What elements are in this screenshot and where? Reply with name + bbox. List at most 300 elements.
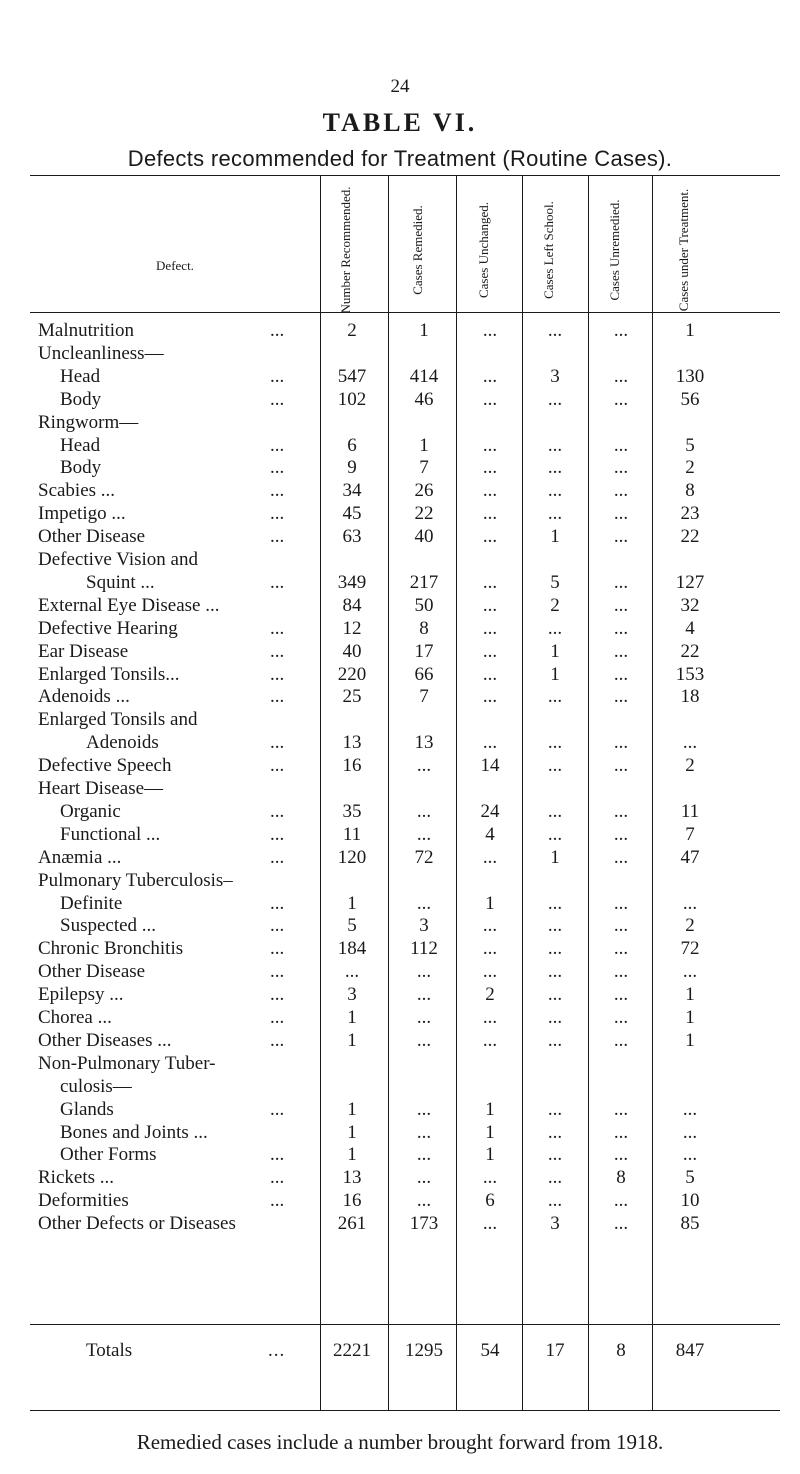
cell-under: 130 [675, 365, 705, 387]
cell-unchanged: ... [482, 434, 498, 456]
leader-dots: ... [270, 1190, 285, 1212]
cell-under: 18 [680, 686, 700, 708]
cell-left: ... [547, 984, 563, 1006]
cell-unchanged: 1 [485, 1121, 495, 1143]
cell-number: 25 [342, 686, 362, 708]
cell-left: ... [547, 1144, 563, 1166]
leader-dots: ... [270, 457, 285, 479]
cell-remedied: 50 [414, 594, 434, 616]
row-label: Deformities [38, 1190, 129, 1212]
cell-unchanged: 1 [485, 892, 495, 914]
cell-unremedied: ... [613, 457, 629, 479]
leader-dots: ... [270, 526, 285, 548]
cell-number: 120 [337, 846, 367, 868]
row-label: Epilepsy ... [38, 984, 124, 1006]
cell-number: 34 [342, 480, 362, 502]
cell-unchanged: ... [482, 503, 498, 525]
cell-remedied: 22 [414, 503, 434, 525]
row-label: Enlarged Tonsils and [38, 709, 198, 731]
column-header-under: Cases under Treatment. [676, 188, 691, 312]
cell-left: ... [547, 732, 563, 754]
table-row [38, 1007, 778, 1029]
row-label: Head [60, 365, 101, 387]
cell-unremedied: ... [613, 434, 629, 456]
cell-unremedied: ... [613, 800, 629, 822]
cell-unremedied: ... [613, 984, 629, 1006]
row-label: Defective Speech [38, 755, 172, 777]
page-number: 24 [390, 76, 410, 97]
cell-remedied: 112 [410, 938, 438, 960]
cell-under: 5 [685, 434, 695, 456]
cell-under: 47 [680, 846, 700, 868]
cell-left: ... [547, 938, 563, 960]
cell-unremedied: ... [613, 663, 629, 685]
cell-number: 40 [342, 640, 362, 662]
cell-left: ... [547, 617, 563, 639]
cell-under: 23 [680, 503, 700, 525]
table-row [38, 664, 778, 686]
cell-left: 1 [550, 640, 560, 662]
leader-dots: ... [270, 480, 285, 502]
leader-dots: ... [270, 320, 285, 341]
table-row [38, 1122, 778, 1144]
row-label: Other Diseases ... [38, 1029, 172, 1051]
cell-under: 7 [685, 823, 695, 845]
cell-unchanged: ... [482, 938, 498, 960]
cell-number: 12 [342, 617, 362, 639]
leader-dots: ... [270, 617, 285, 639]
cell-unremedied: ... [613, 480, 629, 502]
cell-remedied: ... [416, 1007, 432, 1028]
leader-dots: ... [270, 503, 285, 525]
cell-unremedied: ... [613, 1190, 629, 1212]
cell-number: 11 [342, 823, 362, 845]
cell-unremedied: ... [613, 1098, 629, 1120]
cell-unremedied: ... [613, 961, 629, 983]
row-label: Glands [60, 1098, 114, 1120]
table-row [38, 1030, 778, 1052]
column-header-left: Cases Left School. [541, 201, 556, 299]
table-row [38, 1190, 778, 1212]
row-label: Head [60, 434, 101, 456]
cell-unchanged: ... [482, 388, 498, 410]
row-label: Scabies ... [38, 480, 116, 502]
cell-under: ... [682, 961, 698, 983]
cell-left: ... [547, 503, 563, 525]
table-row [38, 1099, 778, 1121]
cell-under: 11 [680, 800, 700, 822]
table-row [38, 961, 778, 983]
totals-cell-remedied: 1295 [405, 1340, 443, 1361]
table-row [38, 412, 778, 434]
row-label: Functional ... [60, 823, 161, 845]
cell-unchanged: ... [482, 617, 498, 639]
cell-unchanged: ... [482, 961, 498, 983]
row-label: Suspected ... [60, 915, 157, 937]
cell-left: ... [547, 1121, 563, 1143]
row-label: Other Disease [38, 526, 146, 548]
cell-left: 1 [550, 846, 560, 868]
cell-unremedied: ... [613, 755, 629, 777]
cell-left: 3 [550, 1213, 560, 1235]
cell-remedied: ... [416, 1190, 432, 1212]
leader-dots: ... [270, 434, 285, 456]
leader-dots: ... [270, 388, 285, 410]
row-label: Chorea ... [38, 1007, 112, 1028]
table-row [38, 366, 778, 388]
cell-under: 4 [685, 617, 695, 639]
cell-under: 127 [675, 571, 705, 593]
cell-under: 2 [685, 915, 695, 937]
table-row [38, 320, 778, 342]
cell-under: 22 [680, 640, 700, 662]
cell-unremedied: ... [613, 617, 629, 639]
table-row [38, 1167, 778, 1189]
column-header-number: Number Recommended. [338, 186, 353, 314]
leader-dots: ... [270, 663, 285, 685]
row-label: Other Defects or Diseases [38, 1213, 236, 1235]
cell-under: 1 [685, 984, 695, 1006]
table-row [38, 893, 778, 915]
table-subtitle: Defects recommended for Treatment (Routine Cases). [127, 146, 673, 171]
cell-unchanged: ... [482, 732, 498, 754]
cell-remedied: 13 [414, 732, 434, 754]
row-label: Chronic Bronchitis [38, 938, 184, 960]
cell-unchanged: 1 [485, 1144, 495, 1166]
cell-unremedied: ... [613, 388, 629, 410]
leader-dots: ... [270, 1167, 285, 1189]
cell-under: ... [682, 892, 698, 914]
cell-remedied: 1 [419, 434, 429, 456]
cell-unchanged: ... [482, 480, 498, 502]
cell-unchanged: ... [482, 571, 498, 593]
totals-cell-under: 847 [675, 1340, 705, 1361]
table-row [38, 778, 778, 800]
table-row [38, 709, 778, 731]
cell-number: 9 [347, 457, 357, 479]
leader-dots: ... [270, 640, 285, 662]
cell-number: 2 [347, 320, 357, 341]
cell-number: 184 [337, 938, 367, 960]
cell-left: ... [547, 892, 563, 914]
cell-remedied: ... [416, 1144, 432, 1166]
cell-unremedied: ... [613, 571, 629, 593]
cell-remedied: ... [416, 1121, 432, 1143]
cell-remedied: 3 [419, 915, 429, 937]
totals-row [38, 1340, 778, 1362]
table-row [38, 1076, 778, 1098]
table-row [38, 686, 778, 708]
cell-under: 2 [685, 755, 695, 777]
cell-left: ... [547, 800, 563, 822]
row-label: Other Disease [38, 961, 146, 983]
cell-under: 1 [685, 1007, 695, 1028]
table-row [38, 595, 778, 617]
cell-under: 1 [685, 1029, 695, 1051]
row-label: Pulmonary Tuberculosis– [38, 869, 233, 891]
table-row [38, 572, 778, 594]
cell-number: 102 [337, 388, 367, 410]
cell-under: 2 [685, 457, 695, 479]
cell-unremedied: ... [613, 1121, 629, 1143]
cell-unremedied: ... [613, 1144, 629, 1166]
cell-remedied: 7 [419, 686, 429, 708]
cell-unremedied: ... [613, 594, 629, 616]
table-row [38, 801, 778, 823]
leader-dots: ... [270, 961, 285, 983]
totals-cell-number: 2221 [333, 1340, 371, 1361]
row-label: Adenoids ... [38, 686, 130, 708]
cell-number: 35 [342, 800, 362, 822]
cell-number: 261 [337, 1213, 367, 1235]
cell-number: 63 [342, 526, 362, 548]
cell-left: ... [547, 961, 563, 983]
cell-remedied: 26 [414, 480, 434, 502]
table-row [38, 755, 778, 777]
column-header-unremedied: Cases Unremedied. [607, 199, 622, 301]
leader-dots: ... [270, 686, 285, 708]
cell-under: 153 [675, 663, 705, 685]
cell-number: ... [344, 961, 360, 983]
cell-unchanged: 2 [485, 984, 495, 1006]
row-label: Definite [60, 892, 123, 914]
cell-unchanged: 24 [480, 800, 500, 822]
cell-number: 5 [347, 915, 357, 937]
row-label: Bones and Joints ... [60, 1121, 208, 1143]
leader-dots: ... [270, 846, 285, 868]
cell-remedied: 1 [419, 320, 429, 341]
table-row [38, 435, 778, 457]
cell-unchanged: ... [482, 526, 498, 548]
totals-dots: ... [268, 1340, 286, 1361]
cell-unchanged: ... [482, 365, 498, 387]
table-row [38, 870, 778, 892]
cell-left: ... [547, 388, 563, 410]
row-label: Uncleanliness— [38, 342, 164, 364]
column-header-remedied: Cases Remedied. [410, 205, 425, 295]
cell-number: 1 [347, 1098, 357, 1120]
leader-dots: ... [270, 1144, 285, 1166]
cell-under: ... [682, 732, 698, 754]
cell-number: 3 [347, 984, 357, 1006]
cell-unchanged: ... [482, 846, 498, 868]
cell-unremedied: ... [613, 640, 629, 662]
cell-left: 5 [550, 571, 560, 593]
table-title: TABLE VI. [322, 108, 478, 137]
cell-number: 16 [342, 1190, 362, 1212]
row-label: culosis— [60, 1075, 132, 1097]
defect-column-header: Defect. [156, 258, 194, 273]
cell-under: 5 [685, 1167, 695, 1189]
row-label: Enlarged Tonsils... [38, 663, 180, 685]
cell-remedied: ... [416, 961, 432, 983]
cell-unchanged: ... [482, 686, 498, 708]
leader-dots: ... [270, 1029, 285, 1051]
leader-dots: ... [270, 984, 285, 1006]
cell-unremedied: ... [613, 320, 629, 341]
cell-under: 56 [680, 388, 700, 410]
cell-unchanged: ... [482, 594, 498, 616]
cell-number: 1 [347, 1144, 357, 1166]
table-rule [30, 175, 780, 176]
cell-under: 10 [680, 1190, 700, 1212]
cell-left: 2 [550, 594, 560, 616]
cell-unremedied: ... [613, 892, 629, 914]
cell-unchanged: ... [482, 320, 498, 341]
table-row [38, 847, 778, 869]
cell-under: ... [682, 1098, 698, 1120]
row-label: Defective Vision and [38, 549, 198, 570]
cell-unchanged: ... [482, 663, 498, 685]
cell-unremedied: ... [613, 846, 629, 868]
cell-remedied: 17 [414, 640, 434, 662]
leader-dots: ... [270, 571, 285, 593]
cell-left: ... [547, 686, 563, 708]
cell-number: 547 [337, 365, 367, 387]
leader-dots: ... [270, 800, 285, 822]
cell-unremedied: ... [613, 938, 629, 960]
cell-number: 84 [342, 594, 362, 616]
cell-unremedied: ... [613, 365, 629, 387]
cell-remedied: ... [416, 984, 432, 1006]
cell-remedied: ... [416, 800, 432, 822]
table-row [38, 618, 778, 640]
table-rule [30, 312, 780, 313]
row-label: Malnutrition [38, 320, 135, 341]
cell-unchanged: ... [482, 1029, 498, 1051]
cell-unremedied: ... [613, 1007, 629, 1028]
cell-left: 1 [550, 526, 560, 548]
cell-unremedied: ... [613, 823, 629, 845]
cell-unremedied: ... [613, 686, 629, 708]
row-label: Other Forms [60, 1144, 157, 1166]
cell-remedied: 7 [419, 457, 429, 479]
cell-left: ... [547, 1098, 563, 1120]
cell-left: ... [547, 823, 563, 845]
cell-unchanged: 6 [485, 1190, 495, 1212]
cell-under: ... [682, 1144, 698, 1166]
row-label: Body [60, 457, 102, 479]
row-label: Ear Disease [38, 640, 129, 662]
cell-number: 45 [342, 503, 362, 525]
totals-cell-unchanged: 54 [480, 1340, 500, 1361]
table-row [38, 1213, 778, 1235]
cell-remedied: ... [416, 1029, 432, 1051]
table-row [38, 457, 778, 479]
cell-unchanged: 1 [485, 1098, 495, 1120]
leader-dots: ... [270, 1098, 285, 1120]
leader-dots: ... [270, 732, 285, 754]
cell-remedied: ... [416, 823, 432, 845]
row-label: Rickets ... [38, 1167, 114, 1189]
cell-unremedied: ... [613, 732, 629, 754]
cell-unchanged: ... [482, 915, 498, 937]
leader-dots: ... [270, 892, 285, 914]
cell-left: ... [547, 1190, 563, 1212]
table-row [38, 549, 778, 571]
cell-under: 22 [680, 526, 700, 548]
row-label: Adenoids [86, 732, 159, 754]
leader-dots: ... [270, 938, 285, 960]
table-row [38, 526, 778, 548]
cell-number: 349 [337, 571, 367, 593]
cell-left: ... [547, 755, 563, 777]
row-label: Body [60, 388, 102, 410]
cell-unremedied: ... [613, 1213, 629, 1235]
row-label: Ringworm— [38, 411, 139, 433]
row-label: Impetigo ... [38, 503, 126, 525]
cell-number: 13 [342, 732, 362, 754]
table-row [38, 503, 778, 525]
cell-remedied: 46 [414, 388, 434, 410]
cell-left: ... [547, 434, 563, 456]
cell-unremedied: ... [613, 1029, 629, 1051]
cell-unremedied: ... [613, 915, 629, 937]
table-row [38, 480, 778, 502]
table-rule [30, 1324, 780, 1325]
cell-left: 3 [550, 365, 560, 387]
table-row [38, 389, 778, 411]
cell-number: 1 [347, 1121, 357, 1143]
cell-remedied: ... [416, 1098, 432, 1120]
table-row [38, 641, 778, 663]
cell-remedied: 173 [409, 1213, 439, 1235]
table-row [38, 984, 778, 1006]
cell-under: ... [682, 1121, 698, 1143]
table-row [38, 343, 778, 365]
totals-label: Totals [86, 1340, 133, 1361]
cell-remedied: 217 [409, 571, 439, 593]
cell-under: 32 [680, 594, 700, 616]
table-row [38, 915, 778, 937]
column-header-unchanged: Cases Unchanged. [476, 201, 491, 299]
cell-left: ... [547, 1007, 563, 1028]
cell-left: ... [547, 320, 563, 341]
cell-left: ... [547, 1167, 563, 1189]
cell-remedied: 414 [409, 365, 439, 387]
cell-unchanged: 14 [480, 755, 500, 777]
cell-left: ... [547, 480, 563, 502]
cell-remedied: ... [416, 755, 432, 777]
table-row [38, 732, 778, 754]
cell-left: ... [547, 457, 563, 479]
cell-number: 1 [347, 892, 357, 914]
table-row [38, 938, 778, 960]
cell-remedied: 40 [414, 526, 434, 548]
cell-number: 13 [342, 1167, 362, 1189]
cell-number: 220 [337, 663, 367, 685]
cell-remedied: ... [416, 892, 432, 914]
leader-dots: ... [270, 823, 285, 845]
row-label: Non-Pulmonary Tuber- [38, 1052, 216, 1074]
table-row [38, 1144, 778, 1166]
cell-unchanged: ... [482, 1213, 498, 1235]
cell-unremedied: ... [613, 503, 629, 525]
leader-dots: ... [270, 755, 285, 777]
cell-unchanged: ... [482, 1167, 498, 1189]
row-label: Squint ... [86, 571, 155, 593]
cell-unchanged: ... [482, 1007, 498, 1028]
footnote: Remedied cases include a number brought forward from 1918. [136, 1430, 664, 1454]
table-row [38, 824, 778, 846]
cell-unchanged: ... [482, 457, 498, 479]
totals-cell-unremedied: 8 [616, 1340, 626, 1361]
cell-number: 1 [347, 1029, 357, 1051]
cell-number: 1 [347, 1007, 357, 1028]
cell-under: 1 [685, 320, 695, 341]
row-label: Defective Hearing [38, 617, 178, 639]
cell-remedied: 66 [414, 663, 434, 685]
